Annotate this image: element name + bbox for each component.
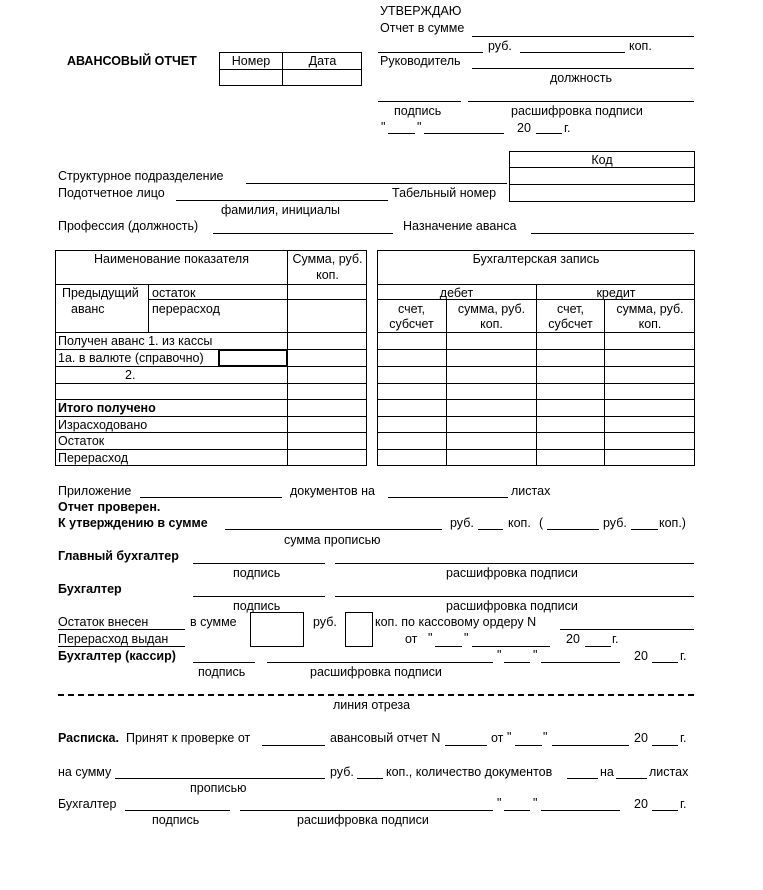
approve-kop2-label: коп.) <box>659 516 686 530</box>
receipt-from-line[interactable] <box>262 745 325 746</box>
on-sum-label: на сумму <box>58 765 112 779</box>
position-caption: должность <box>550 71 612 85</box>
prev-overrun-label: перерасход <box>152 302 220 316</box>
acc2-signature-caption: подпись <box>152 813 200 827</box>
chief-signature-line[interactable] <box>193 563 325 564</box>
left-table-row-line <box>55 284 367 285</box>
left-table-subcol-divider <box>148 284 149 332</box>
chief-decoding-line[interactable] <box>335 563 694 564</box>
kop-order-label: коп. по кассовому ордеру N <box>375 615 537 629</box>
receipt-quote-close: " <box>543 730 548 744</box>
profession-line[interactable] <box>213 233 393 234</box>
approve-sum-line[interactable] <box>225 529 442 530</box>
head-label: Руководитель <box>380 54 461 68</box>
accountant-signature-caption: подпись <box>233 599 281 613</box>
purpose-line[interactable] <box>531 233 694 234</box>
chief-signature-caption: подпись <box>233 566 281 580</box>
left-table-row-line <box>55 449 367 450</box>
receipt-from2-label: от <box>491 731 504 745</box>
checked-label: Отчет проверен. <box>58 500 161 514</box>
order-year-line[interactable] <box>585 646 611 647</box>
accountant-label: Бухгалтер <box>58 582 122 596</box>
left-table-row-line <box>55 399 367 400</box>
order-month-line[interactable] <box>472 646 550 647</box>
acc2-year-line[interactable] <box>652 810 678 811</box>
col-sum-header: Сумма, руб. <box>292 252 363 266</box>
left-table-row-line <box>55 332 367 333</box>
credit-header: кредит <box>596 286 636 300</box>
accountant-decoding-caption: расшифровка подписи <box>446 599 578 613</box>
left-table-row-line <box>55 349 367 350</box>
receipt-kop-line[interactable] <box>357 778 383 779</box>
right-table-row-line <box>377 349 695 350</box>
kop-count-label: коп., количество документов <box>386 765 553 779</box>
receipt-year-prefix: 20 <box>634 731 648 745</box>
sum-in-words-caption: сумма прописью <box>284 533 381 547</box>
receipt-sum-line[interactable] <box>115 778 325 779</box>
approval-quote-close: " <box>417 120 422 134</box>
acc2-year-prefix: 20 <box>634 797 648 811</box>
acc2-decoding-caption: расшифровка подписи <box>297 813 429 827</box>
approve-rub-label: руб. <box>450 516 474 530</box>
on-label: на <box>600 765 614 779</box>
credit-subaccount-header: субсчет <box>548 317 593 331</box>
sheets-count-line[interactable] <box>388 497 508 498</box>
profession-label: Профессия (должность) <box>58 219 199 233</box>
chief-accountant-label: Главный бухгалтер <box>58 549 179 563</box>
receipt-text-label: Принят к проверке от <box>126 731 251 745</box>
accountant-signature-line[interactable] <box>193 596 325 597</box>
head-signature-caption: подпись <box>394 104 442 118</box>
cashier-quote-open: " <box>497 648 502 662</box>
right-table-row-line <box>377 432 695 433</box>
approve-kop-line[interactable] <box>478 529 503 530</box>
department-code-field[interactable] <box>510 168 694 184</box>
left-table-row-line <box>287 299 367 300</box>
left-table-row-line <box>55 432 367 433</box>
approve-rub2-label: руб. <box>603 516 627 530</box>
report-sum-label: Отчет в сумме <box>380 21 465 35</box>
cashier-decoding-line[interactable] <box>267 662 493 663</box>
right-table-row-line <box>377 383 695 384</box>
deposit-kop-box[interactable] <box>345 612 373 647</box>
accountant2-signature-line[interactable] <box>125 810 230 811</box>
balance-label: Остаток <box>58 434 105 448</box>
page-title: АВАНСОВЫЙ ОТЧЕТ <box>67 54 197 68</box>
approval-year-line[interactable] <box>536 133 562 134</box>
cut-line <box>58 694 694 696</box>
chief-decoding-caption: расшифровка подписи <box>446 566 578 580</box>
debit-account-header: счет, <box>398 302 425 316</box>
order-quote-close: " <box>464 631 469 645</box>
receipt-year-suffix: г. <box>680 731 687 745</box>
credit-sum-header: сумма, руб. <box>616 302 684 316</box>
right-table-row-line <box>377 416 695 417</box>
head-decoding-caption: расшифровка подписи <box>511 104 643 118</box>
left-table-row-line <box>55 383 367 384</box>
code-label: Код <box>591 153 613 167</box>
currency-label: 1а. в валюте (справочно) <box>58 351 204 365</box>
order-quote-open: " <box>428 631 433 645</box>
prev-advance-label: Предыдущий <box>62 286 139 300</box>
credit-account-header: счет, <box>557 302 584 316</box>
name-caption: фамилия, инициалы <box>221 203 341 217</box>
receipt-bold-label: Расписка. <box>58 731 119 745</box>
department-label: Структурное подразделение <box>58 169 224 183</box>
left-table-row-line <box>55 416 367 417</box>
right-table-row-line <box>377 399 695 400</box>
report-rub-line[interactable] <box>378 52 483 53</box>
accountant-decoding-line[interactable] <box>335 596 694 597</box>
paren-open: ( <box>539 516 544 530</box>
cashier-signature-line[interactable] <box>193 662 255 663</box>
number-field[interactable] <box>220 70 281 85</box>
debit-kop-header: коп. <box>480 317 503 331</box>
currency-field[interactable] <box>218 349 288 367</box>
receipt-month-line[interactable] <box>552 745 629 746</box>
receipt-day-line[interactable] <box>515 745 542 746</box>
acc2-month-line[interactable] <box>541 810 620 811</box>
tab-number-label: Табельный номер <box>392 186 497 200</box>
cashier-decoding-caption: расшифровка подписи <box>310 665 442 679</box>
accounting-entry-header: Бухгалтерская запись <box>472 252 600 266</box>
order-number-line[interactable] <box>560 629 694 630</box>
receipt-quote-open: " <box>507 730 512 744</box>
cashier-day-line[interactable] <box>504 662 530 663</box>
debit-header: дебет <box>439 286 474 300</box>
overrun-issued-line[interactable] <box>58 646 185 647</box>
spent-label: Израсходовано <box>58 418 148 432</box>
right-table-row-line <box>377 449 695 450</box>
order-from-label: от <box>405 632 418 646</box>
acc2-quote-close: " <box>533 796 538 810</box>
cashier-month-line[interactable] <box>541 662 620 663</box>
debit-subaccount-header: субсчет <box>389 317 434 331</box>
tab-number-field[interactable] <box>510 185 694 201</box>
cashier-label: Бухгалтер (кассир) <box>58 649 176 663</box>
receipt-rub-label: руб. <box>330 765 354 779</box>
head-signature-line[interactable] <box>378 101 461 102</box>
approval-month-line[interactable] <box>424 133 504 134</box>
purpose-label: Назначение аванса <box>403 219 517 233</box>
attachment-label: Приложение <box>58 484 132 498</box>
approve-sum2-line[interactable] <box>547 529 599 530</box>
prev-advance-label-2: аванс <box>71 302 105 316</box>
in-words-caption: прописью <box>190 781 247 795</box>
number-label: Номер <box>231 54 271 68</box>
order-year-suffix: г. <box>612 632 619 646</box>
in-sum-label: в сумме <box>190 615 237 629</box>
date-label: Дата <box>308 54 337 68</box>
to-approve-label: К утверждению в сумме <box>58 516 208 530</box>
credit-kop-header: коп. <box>638 317 662 331</box>
accountable-line[interactable] <box>176 200 388 201</box>
overrun-issued-label: Перерасход выдан <box>58 632 169 646</box>
report-kop-line[interactable] <box>520 52 625 53</box>
cashier-quote-close: " <box>533 648 538 662</box>
cashier-year-suffix: г. <box>680 649 687 663</box>
received-label: Получен аванс 1. из кассы <box>58 334 213 348</box>
cashier-year-line[interactable] <box>652 662 678 663</box>
documents-on-label: документов на <box>290 484 375 498</box>
attachment-count-line[interactable] <box>140 497 282 498</box>
receipt-year-line[interactable] <box>652 745 678 746</box>
report-kop-label: коп. <box>629 39 652 53</box>
approval-quote-open: " <box>381 120 386 134</box>
overrun-label: Перерасход <box>58 451 129 465</box>
left-table-row-line <box>55 366 367 367</box>
right-table-row-line <box>377 332 695 333</box>
report-rub-label: руб. <box>488 39 512 53</box>
department-line[interactable] <box>246 183 507 184</box>
approval-title: УТВЕРЖДАЮ <box>380 4 462 18</box>
doc-count-line[interactable] <box>567 778 598 779</box>
approve-kop2-line[interactable] <box>631 529 658 530</box>
order-day-line[interactable] <box>435 646 462 647</box>
col-kop-header: коп. <box>316 268 339 282</box>
receipt-number-line[interactable] <box>445 745 487 746</box>
deposit-rub-box[interactable] <box>250 612 304 647</box>
accountable-label: Подотчетное лицо <box>58 186 165 200</box>
sheets-label: листах <box>511 484 551 498</box>
prev-remainder-label: остаток <box>152 286 196 300</box>
balance-deposited-line[interactable] <box>58 629 185 630</box>
head-decoding-line[interactable] <box>468 101 694 102</box>
item2-label: 2. <box>125 368 136 382</box>
order-year-prefix: 20 <box>566 632 580 646</box>
report-sum-line[interactable] <box>472 36 694 37</box>
debit-sum-header: сумма, руб. <box>457 302 526 316</box>
cashier-year-prefix: 20 <box>634 649 648 663</box>
advance-report-n-label: авансовый отчет N <box>330 731 441 745</box>
col-name-header: Наименование показателя <box>94 252 249 266</box>
receipt-sheets-line[interactable] <box>616 778 647 779</box>
accountant2-label: Бухгалтер <box>58 797 117 811</box>
approve-kop-label: коп. <box>508 516 531 530</box>
date-field[interactable] <box>283 70 361 85</box>
approval-day-line[interactable] <box>388 133 415 134</box>
right-table-row-line <box>377 366 695 367</box>
accountant2-decoding-line[interactable] <box>240 810 493 811</box>
position-line[interactable] <box>472 68 694 69</box>
receipt-sheets-label: листах <box>649 765 689 779</box>
total-received-label: Итого получено <box>58 401 156 415</box>
approval-year-suffix: г. <box>564 121 571 135</box>
deposit-rub-label: руб. <box>313 615 337 629</box>
approval-year-prefix: 20 <box>517 121 531 135</box>
acc2-year-suffix: г. <box>680 797 687 811</box>
balance-deposited-label: Остаток внесен <box>58 615 149 629</box>
cut-line-caption: линия отреза <box>333 698 411 712</box>
acc2-quote-open: " <box>497 796 502 810</box>
cashier-signature-caption: подпись <box>198 665 246 679</box>
acc2-day-line[interactable] <box>504 810 530 811</box>
